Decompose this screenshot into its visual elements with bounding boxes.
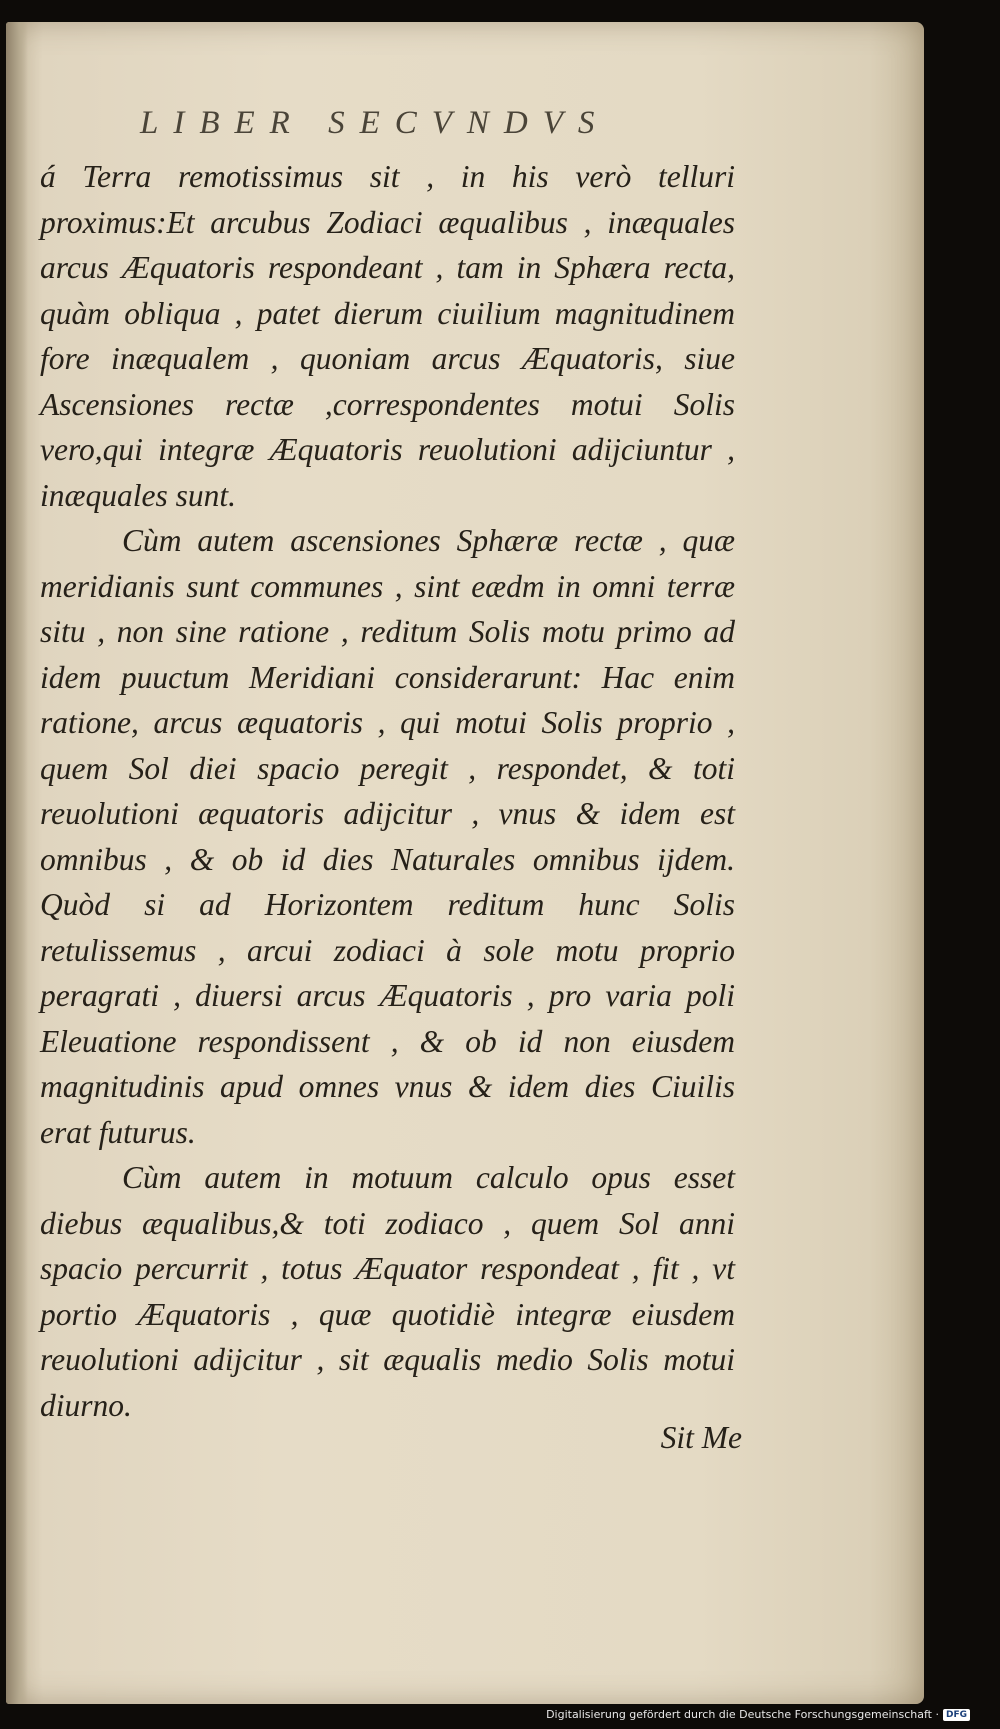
catchword: Sit Me bbox=[660, 1420, 742, 1455]
page-body bbox=[40, 154, 735, 1428]
credit-text: Digitalisierung gefördert durch die Deutsche Forschungsgemeinschaft · bbox=[546, 1708, 939, 1721]
page-spine-shadow bbox=[6, 22, 28, 1704]
paragraph-3: Cùm autem in motuum calculo opus esset diebus æqualibus,& toti zodiaco , quem Sol anni spacio percurrit , totus Æquator respondeat , fit , vt portio Æquatoris , quæ quotidiè integræ eiusdem reuolutioni adijcitur , sit æqualis medio Solis motui diurno. bbox=[40, 1160, 735, 1423]
digitization-credit bbox=[546, 1708, 970, 1721]
paragraph-2: Cùm autem ascensiones Sphæræ rectæ , quæ meridianis sunt communes , sint eædm in omni terræ situ , non sine ratione , reditum Solis motu primo ad idem puuctum Meridiani considerarunt: Hac enim ratione, arcus æquatoris , qui motui Solis proprio , quem Sol diei spacio peregit , respondet, & toti reuolutioni æquatoris adijcitur , vnus & idem est omnibus , & ob id dies Naturales omnibus ijdem. Quòd si ad Horizontem reditum hunc Solis retulissemus , arcui zodiaci à sole motu proprio peragrati , diuersi arcus Æquatoris , pro varia poli Eleuatione respondissent , & ob id non eiusdem magnitudinis apud omnes vnus & idem dies Ciuilis erat futurus. bbox=[40, 523, 735, 1150]
dfg-logo: DFG bbox=[943, 1709, 970, 1721]
running-header: LIBER SECVNDVS bbox=[140, 105, 610, 141]
paragraph-1: á Terra remotissimus sit , in his verò telluri proximus:Et arcubus Zodiaci æqualibus , inæquales arcus Æquatoris respondeant , tam in Sphæra recta, quàm obliqua , patet dierum ciuilium magnitudinem fore inæqualem , quoniam arcus Æquatoris, siue Ascensiones rectæ ,correspondentes motui Solis vero,qui integræ Æquatoris reuolutioni adijciuntur , inæquales sunt. bbox=[40, 159, 735, 513]
